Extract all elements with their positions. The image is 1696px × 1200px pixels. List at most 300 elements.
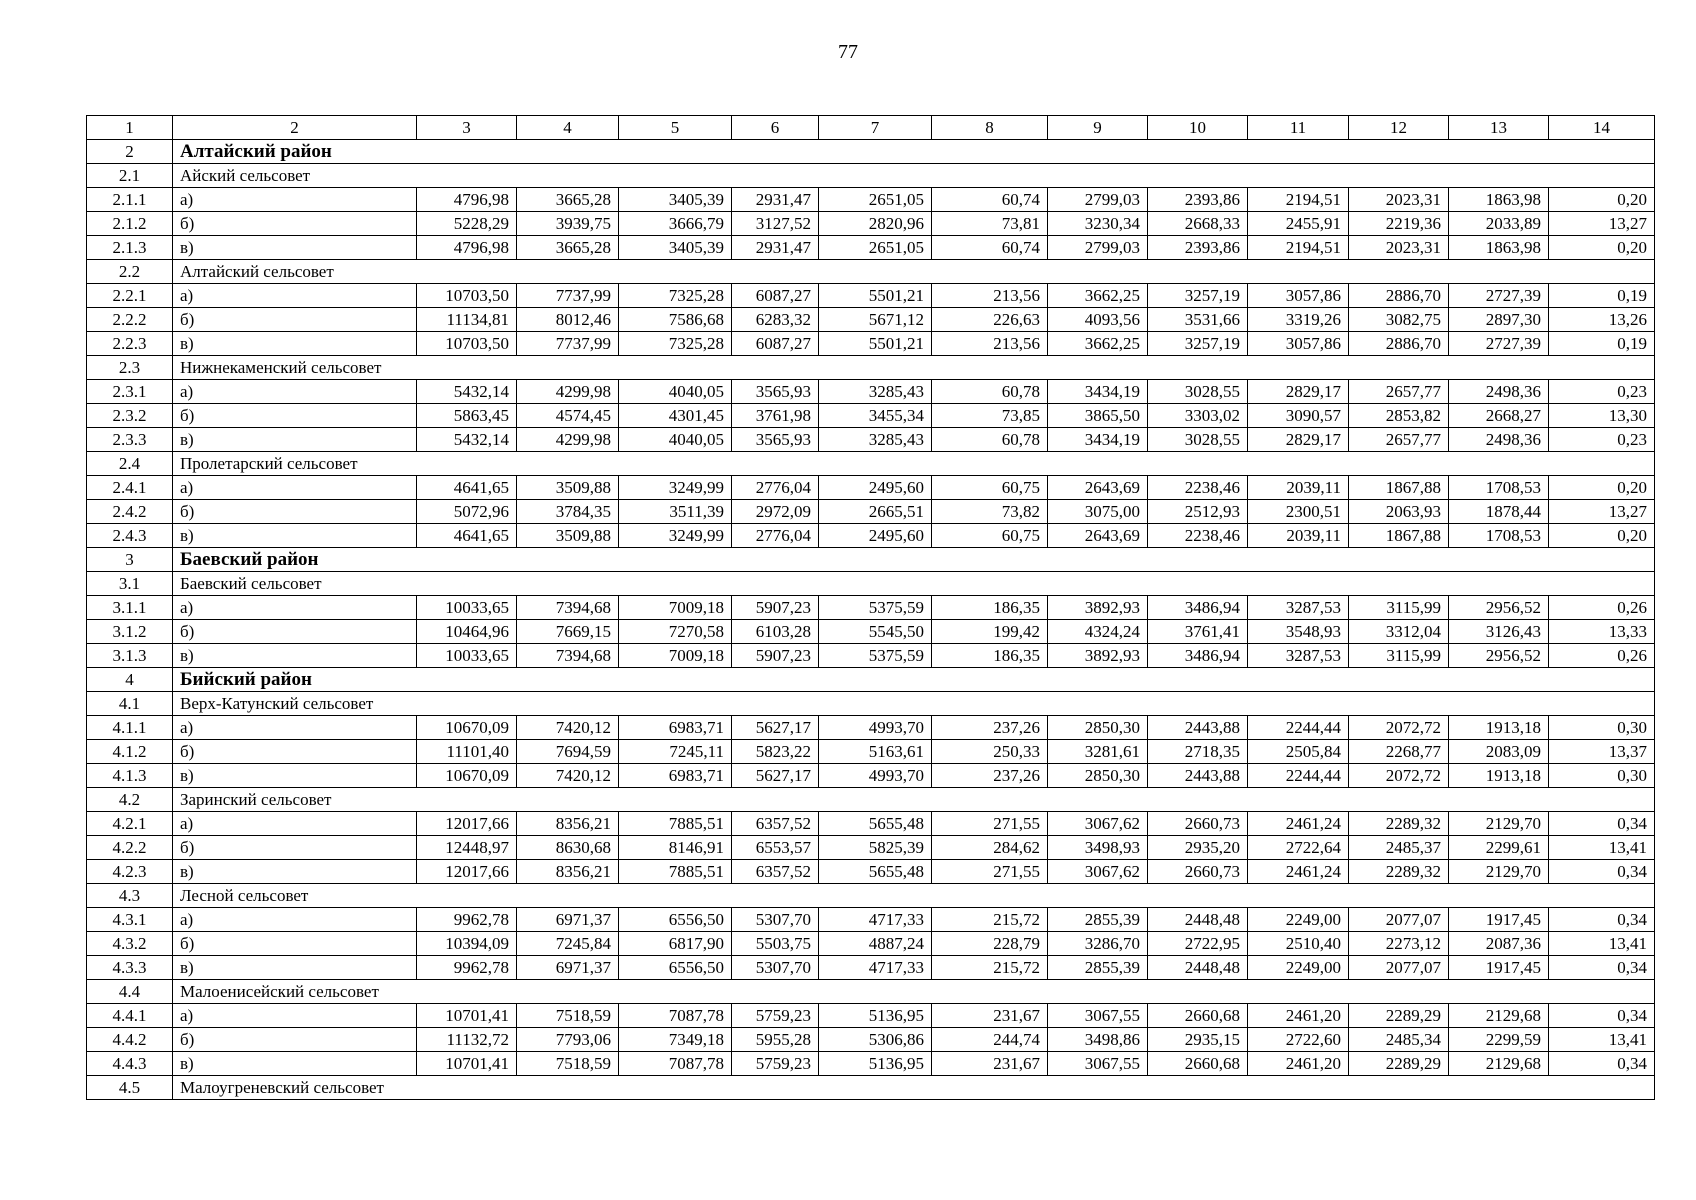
value-cell: 1867,88	[1349, 476, 1449, 500]
value-cell: 0,34	[1549, 956, 1655, 980]
row-label: а)	[173, 284, 417, 308]
value-cell: 2722,64	[1248, 836, 1349, 860]
table-row	[87, 764, 1655, 788]
value-cell: 2455,91	[1248, 212, 1349, 236]
value-cell: 8146,91	[619, 836, 732, 860]
value-cell: 7793,06	[517, 1028, 619, 1052]
value-cell: 2244,44	[1248, 764, 1349, 788]
value-cell: 4040,05	[619, 428, 732, 452]
value-cell: 284,62	[932, 836, 1048, 860]
value-cell: 3455,34	[819, 404, 932, 428]
council-row	[87, 1076, 1655, 1100]
value-cell: 2300,51	[1248, 500, 1349, 524]
value-cell: 2448,48	[1148, 956, 1248, 980]
value-cell: 2249,00	[1248, 956, 1349, 980]
value-cell: 2238,46	[1148, 524, 1248, 548]
row-number: 4.2.3	[87, 860, 173, 884]
value-cell: 2077,07	[1349, 908, 1449, 932]
value-cell: 3434,19	[1048, 380, 1148, 404]
column-number-cell: 11	[1248, 116, 1349, 140]
value-cell: 6553,57	[732, 836, 819, 860]
value-cell: 2039,11	[1248, 524, 1349, 548]
value-cell: 5627,17	[732, 716, 819, 740]
column-number-cell: 12	[1349, 116, 1449, 140]
value-cell: 2485,34	[1349, 1028, 1449, 1052]
value-cell: 3666,79	[619, 212, 732, 236]
value-cell: 60,74	[932, 236, 1048, 260]
row-number: 4.2.1	[87, 812, 173, 836]
row-number: 4.3.3	[87, 956, 173, 980]
value-cell: 5307,70	[732, 908, 819, 932]
value-cell: 6817,90	[619, 932, 732, 956]
table-row	[87, 812, 1655, 836]
value-cell: 4641,65	[417, 524, 517, 548]
table-row	[87, 836, 1655, 860]
council-row	[87, 356, 1655, 380]
section-number: 4.1	[87, 692, 173, 716]
value-cell: 2722,60	[1248, 1028, 1349, 1052]
value-cell: 3565,93	[732, 380, 819, 404]
value-cell: 2850,30	[1048, 764, 1148, 788]
council-title: Алтайский сельсовет	[173, 260, 1655, 284]
column-number-cell: 9	[1048, 116, 1148, 140]
value-cell: 3257,19	[1148, 284, 1248, 308]
value-cell: 5627,17	[732, 764, 819, 788]
value-cell: 2660,73	[1148, 812, 1248, 836]
value-cell: 186,35	[932, 644, 1048, 668]
value-cell: 4993,70	[819, 716, 932, 740]
value-cell: 0,20	[1549, 524, 1655, 548]
row-label: б)	[173, 404, 417, 428]
value-cell: 7270,58	[619, 620, 732, 644]
value-cell: 3784,35	[517, 500, 619, 524]
value-cell: 3312,04	[1349, 620, 1449, 644]
value-cell: 2651,05	[819, 188, 932, 212]
row-label: б)	[173, 836, 417, 860]
value-cell: 2668,33	[1148, 212, 1248, 236]
value-cell: 237,26	[932, 716, 1048, 740]
row-number: 4.3.2	[87, 932, 173, 956]
value-cell: 2829,17	[1248, 380, 1349, 404]
row-label: в)	[173, 1052, 417, 1076]
table-body	[87, 116, 1655, 1100]
value-cell: 2776,04	[732, 476, 819, 500]
value-cell: 0,20	[1549, 188, 1655, 212]
table-row	[87, 740, 1655, 764]
value-cell: 2820,96	[819, 212, 932, 236]
value-cell: 1878,44	[1449, 500, 1549, 524]
value-cell: 250,33	[932, 740, 1048, 764]
district-row	[87, 140, 1655, 164]
value-cell: 7737,99	[517, 332, 619, 356]
table-row	[87, 308, 1655, 332]
value-cell: 2023,31	[1349, 236, 1449, 260]
row-number: 2.4.1	[87, 476, 173, 500]
value-cell: 2935,15	[1148, 1028, 1248, 1052]
value-cell: 2651,05	[819, 236, 932, 260]
value-cell: 0,30	[1549, 764, 1655, 788]
value-cell: 5671,12	[819, 308, 932, 332]
value-cell: 0,34	[1549, 908, 1655, 932]
value-cell: 6556,50	[619, 908, 732, 932]
value-cell: 7009,18	[619, 644, 732, 668]
row-number: 2.2.1	[87, 284, 173, 308]
value-cell: 2935,20	[1148, 836, 1248, 860]
council-row	[87, 452, 1655, 476]
value-cell: 13,41	[1549, 932, 1655, 956]
value-cell: 3257,19	[1148, 332, 1248, 356]
value-cell: 3665,28	[517, 188, 619, 212]
value-cell: 215,72	[932, 908, 1048, 932]
value-cell: 2727,39	[1449, 284, 1549, 308]
row-label: а)	[173, 380, 417, 404]
value-cell: 10464,96	[417, 620, 517, 644]
value-cell: 3287,53	[1248, 644, 1349, 668]
value-cell: 226,63	[932, 308, 1048, 332]
value-cell: 3090,57	[1248, 404, 1349, 428]
value-cell: 2495,60	[819, 524, 932, 548]
value-cell: 0,26	[1549, 596, 1655, 620]
value-cell: 0,23	[1549, 380, 1655, 404]
table-row	[87, 908, 1655, 932]
value-cell: 3303,02	[1148, 404, 1248, 428]
value-cell: 2660,68	[1148, 1004, 1248, 1028]
table-row	[87, 212, 1655, 236]
value-cell: 11134,81	[417, 308, 517, 332]
row-label: б)	[173, 932, 417, 956]
row-number: 4.1.3	[87, 764, 173, 788]
value-cell: 5375,59	[819, 596, 932, 620]
value-cell: 4299,98	[517, 380, 619, 404]
value-cell: 7349,18	[619, 1028, 732, 1052]
value-cell: 2657,77	[1349, 380, 1449, 404]
value-cell: 3405,39	[619, 236, 732, 260]
row-number: 2.3.3	[87, 428, 173, 452]
value-cell: 5501,21	[819, 284, 932, 308]
value-cell: 2660,73	[1148, 860, 1248, 884]
value-cell: 2722,95	[1148, 932, 1248, 956]
column-number-cell: 2	[173, 116, 417, 140]
value-cell: 2886,70	[1349, 284, 1449, 308]
value-cell: 10394,09	[417, 932, 517, 956]
value-cell: 4796,98	[417, 236, 517, 260]
value-cell: 6971,37	[517, 956, 619, 980]
value-cell: 2657,77	[1349, 428, 1449, 452]
value-cell: 2443,88	[1148, 716, 1248, 740]
value-cell: 3126,43	[1449, 620, 1549, 644]
row-label: б)	[173, 500, 417, 524]
row-label: а)	[173, 908, 417, 932]
value-cell: 2249,00	[1248, 908, 1349, 932]
value-cell: 2853,82	[1349, 404, 1449, 428]
value-cell: 3892,93	[1048, 644, 1148, 668]
council-title: Баевский сельсовет	[173, 572, 1655, 596]
row-label: б)	[173, 1028, 417, 1052]
value-cell: 2829,17	[1248, 428, 1349, 452]
council-row	[87, 692, 1655, 716]
section-number: 3.1	[87, 572, 173, 596]
value-cell: 215,72	[932, 956, 1048, 980]
value-cell: 3067,55	[1048, 1004, 1148, 1028]
table-row	[87, 1052, 1655, 1076]
value-cell: 1917,45	[1449, 908, 1549, 932]
value-cell: 5825,39	[819, 836, 932, 860]
row-number: 3.1.1	[87, 596, 173, 620]
value-cell: 5863,45	[417, 404, 517, 428]
row-label: б)	[173, 740, 417, 764]
value-cell: 3434,19	[1048, 428, 1148, 452]
row-number: 4.1.1	[87, 716, 173, 740]
council-title: Верх-Катунский сельсовет	[173, 692, 1655, 716]
value-cell: 2129,68	[1449, 1052, 1549, 1076]
row-label: а)	[173, 716, 417, 740]
value-cell: 6087,27	[732, 332, 819, 356]
value-cell: 7669,15	[517, 620, 619, 644]
value-cell: 7325,28	[619, 284, 732, 308]
value-cell: 2244,44	[1248, 716, 1349, 740]
value-cell: 13,33	[1549, 620, 1655, 644]
value-cell: 231,67	[932, 1004, 1048, 1028]
value-cell: 0,34	[1549, 860, 1655, 884]
value-cell: 2498,36	[1449, 428, 1549, 452]
value-cell: 5432,14	[417, 380, 517, 404]
row-label: в)	[173, 236, 417, 260]
council-title: Заринский сельсовет	[173, 788, 1655, 812]
value-cell: 199,42	[932, 620, 1048, 644]
row-number: 2.4.3	[87, 524, 173, 548]
value-cell: 3892,93	[1048, 596, 1148, 620]
value-cell: 2063,93	[1349, 500, 1449, 524]
table-row	[87, 236, 1655, 260]
value-cell: 3498,93	[1048, 836, 1148, 860]
value-cell: 2665,51	[819, 500, 932, 524]
value-cell: 2972,09	[732, 500, 819, 524]
value-cell: 271,55	[932, 860, 1048, 884]
row-label: в)	[173, 956, 417, 980]
district-title: Алтайский район	[173, 140, 1655, 164]
value-cell: 1913,18	[1449, 716, 1549, 740]
value-cell: 2498,36	[1449, 380, 1549, 404]
row-label: б)	[173, 308, 417, 332]
row-number: 2.2.2	[87, 308, 173, 332]
value-cell: 2505,84	[1248, 740, 1349, 764]
value-cell: 7009,18	[619, 596, 732, 620]
value-cell: 231,67	[932, 1052, 1048, 1076]
value-cell: 73,81	[932, 212, 1048, 236]
council-row	[87, 260, 1655, 284]
value-cell: 186,35	[932, 596, 1048, 620]
value-cell: 1863,98	[1449, 188, 1549, 212]
value-cell: 5307,70	[732, 956, 819, 980]
value-cell: 6103,28	[732, 620, 819, 644]
table-row	[87, 380, 1655, 404]
value-cell: 8356,21	[517, 860, 619, 884]
value-cell: 12017,66	[417, 812, 517, 836]
value-cell: 2495,60	[819, 476, 932, 500]
tariff-table	[86, 115, 1655, 1100]
value-cell: 60,78	[932, 380, 1048, 404]
value-cell: 2268,77	[1349, 740, 1449, 764]
column-number-row	[87, 116, 1655, 140]
value-cell: 6283,32	[732, 308, 819, 332]
row-label: а)	[173, 188, 417, 212]
value-cell: 11101,40	[417, 740, 517, 764]
value-cell: 7885,51	[619, 812, 732, 836]
value-cell: 3511,39	[619, 500, 732, 524]
row-number: 2.3.1	[87, 380, 173, 404]
section-number: 2.4	[87, 452, 173, 476]
value-cell: 73,82	[932, 500, 1048, 524]
value-cell: 2087,36	[1449, 932, 1549, 956]
value-cell: 5759,23	[732, 1052, 819, 1076]
value-cell: 2077,07	[1349, 956, 1449, 980]
value-cell: 4574,45	[517, 404, 619, 428]
value-cell: 3509,88	[517, 476, 619, 500]
value-cell: 3665,28	[517, 236, 619, 260]
value-cell: 2512,93	[1148, 500, 1248, 524]
value-cell: 1917,45	[1449, 956, 1549, 980]
value-cell: 2238,46	[1148, 476, 1248, 500]
value-cell: 2299,59	[1449, 1028, 1549, 1052]
value-cell: 6983,71	[619, 716, 732, 740]
section-number: 2.1	[87, 164, 173, 188]
value-cell: 5228,29	[417, 212, 517, 236]
value-cell: 60,75	[932, 524, 1048, 548]
value-cell: 3662,25	[1048, 284, 1148, 308]
section-number: 2	[87, 140, 173, 164]
value-cell: 13,41	[1549, 836, 1655, 860]
value-cell: 8012,46	[517, 308, 619, 332]
value-cell: 2956,52	[1449, 596, 1549, 620]
value-cell: 5503,75	[732, 932, 819, 956]
value-cell: 4993,70	[819, 764, 932, 788]
value-cell: 2485,37	[1349, 836, 1449, 860]
value-cell: 2850,30	[1048, 716, 1148, 740]
value-cell: 3662,25	[1048, 332, 1148, 356]
value-cell: 13,37	[1549, 740, 1655, 764]
row-label: а)	[173, 1004, 417, 1028]
district-title: Бийский район	[173, 668, 1655, 692]
value-cell: 3115,99	[1349, 596, 1449, 620]
row-number: 2.1.3	[87, 236, 173, 260]
value-cell: 3285,43	[819, 380, 932, 404]
row-label: в)	[173, 428, 417, 452]
table-row	[87, 1004, 1655, 1028]
value-cell: 4796,98	[417, 188, 517, 212]
value-cell: 0,26	[1549, 644, 1655, 668]
value-cell: 1913,18	[1449, 764, 1549, 788]
value-cell: 73,85	[932, 404, 1048, 428]
value-cell: 271,55	[932, 812, 1048, 836]
value-cell: 60,78	[932, 428, 1048, 452]
value-cell: 2083,09	[1449, 740, 1549, 764]
value-cell: 6357,52	[732, 812, 819, 836]
value-cell: 2668,27	[1449, 404, 1549, 428]
value-cell: 2194,51	[1248, 188, 1349, 212]
value-cell: 6971,37	[517, 908, 619, 932]
table-row	[87, 620, 1655, 644]
column-number-cell: 10	[1148, 116, 1248, 140]
value-cell: 3067,55	[1048, 1052, 1148, 1076]
section-number: 4.5	[87, 1076, 173, 1100]
council-title: Айский сельсовет	[173, 164, 1655, 188]
table-row	[87, 1028, 1655, 1052]
value-cell: 13,30	[1549, 404, 1655, 428]
column-number-cell: 7	[819, 116, 932, 140]
value-cell: 10033,65	[417, 596, 517, 620]
council-row	[87, 884, 1655, 908]
value-cell: 0,34	[1549, 1052, 1655, 1076]
value-cell: 2129,70	[1449, 812, 1549, 836]
row-number: 3.1.3	[87, 644, 173, 668]
value-cell: 13,27	[1549, 500, 1655, 524]
value-cell: 244,74	[932, 1028, 1048, 1052]
value-cell: 4040,05	[619, 380, 732, 404]
value-cell: 5375,59	[819, 644, 932, 668]
value-cell: 5955,28	[732, 1028, 819, 1052]
value-cell: 0,19	[1549, 284, 1655, 308]
section-number: 4	[87, 668, 173, 692]
value-cell: 12017,66	[417, 860, 517, 884]
value-cell: 3865,50	[1048, 404, 1148, 428]
value-cell: 6983,71	[619, 764, 732, 788]
row-number: 4.2.2	[87, 836, 173, 860]
value-cell: 5545,50	[819, 620, 932, 644]
column-number-cell: 5	[619, 116, 732, 140]
value-cell: 13,26	[1549, 308, 1655, 332]
value-cell: 3286,70	[1048, 932, 1148, 956]
value-cell: 60,75	[932, 476, 1048, 500]
value-cell: 2461,24	[1248, 812, 1349, 836]
value-cell: 2461,20	[1248, 1004, 1349, 1028]
value-cell: 2289,29	[1349, 1052, 1449, 1076]
row-label: б)	[173, 620, 417, 644]
value-cell: 2129,70	[1449, 860, 1549, 884]
value-cell: 2393,86	[1148, 236, 1248, 260]
table-row	[87, 404, 1655, 428]
value-cell: 0,34	[1549, 1004, 1655, 1028]
value-cell: 0,30	[1549, 716, 1655, 740]
value-cell: 5163,61	[819, 740, 932, 764]
value-cell: 4717,33	[819, 908, 932, 932]
column-number-cell: 13	[1449, 116, 1549, 140]
value-cell: 2931,47	[732, 236, 819, 260]
row-label: а)	[173, 596, 417, 620]
value-cell: 2897,30	[1449, 308, 1549, 332]
value-cell: 2443,88	[1148, 764, 1248, 788]
value-cell: 5432,14	[417, 428, 517, 452]
value-cell: 8356,21	[517, 812, 619, 836]
value-cell: 7737,99	[517, 284, 619, 308]
value-cell: 213,56	[932, 332, 1048, 356]
value-cell: 2033,89	[1449, 212, 1549, 236]
value-cell: 4093,56	[1048, 308, 1148, 332]
value-cell: 3761,98	[732, 404, 819, 428]
table-row	[87, 524, 1655, 548]
district-title: Баевский район	[173, 548, 1655, 572]
value-cell: 3075,00	[1048, 500, 1148, 524]
row-label: в)	[173, 524, 417, 548]
value-cell: 2393,86	[1148, 188, 1248, 212]
value-cell: 7245,11	[619, 740, 732, 764]
value-cell: 4301,45	[619, 404, 732, 428]
row-number: 2.1.1	[87, 188, 173, 212]
value-cell: 3565,93	[732, 428, 819, 452]
value-cell: 7586,68	[619, 308, 732, 332]
value-cell: 2219,36	[1349, 212, 1449, 236]
value-cell: 2886,70	[1349, 332, 1449, 356]
value-cell: 9962,78	[417, 908, 517, 932]
